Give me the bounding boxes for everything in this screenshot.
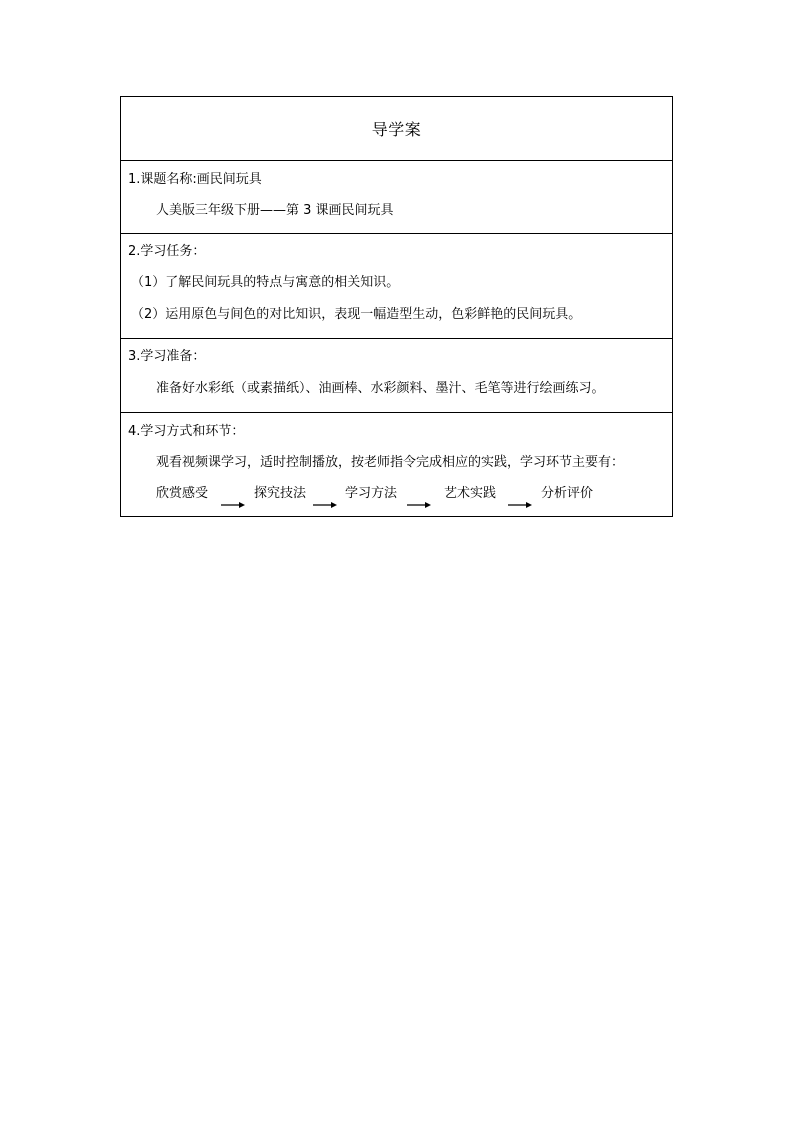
flow-step: 欣赏感受 — [156, 486, 209, 501]
course-line: 人美版三年级下册——第 3 课画民间玩具 — [156, 203, 394, 218]
section-learning-method — [121, 412, 672, 516]
section-course-name — [121, 160, 672, 233]
flow-step: 探究技法 — [254, 486, 307, 501]
method-line: 观看视频课学习，适时控制播放，按老师指令完成相应的实践，学习环节主要有： — [156, 455, 625, 470]
section-heading: 1.课题名称:画民间玩具 — [128, 172, 262, 187]
arrow-right-icon — [508, 501, 532, 509]
section-heading: 2.学习任务： — [128, 244, 206, 259]
guide-table — [120, 96, 673, 517]
title-row — [121, 97, 672, 160]
section-learning-tasks — [121, 233, 672, 338]
section-heading: 3.学习准备： — [128, 349, 206, 364]
prep-line: 准备好水彩纸（或素描纸）、油画棒、水彩颜料、墨汁、毛笔等进行绘画练习。 — [156, 381, 605, 396]
section-heading: 4.学习方式和环节： — [128, 424, 245, 439]
flow-step: 学习方法 — [345, 486, 398, 501]
page-title: 导学案 — [371, 120, 422, 139]
task-item: （2）运用原色与间色的对比知识，表现一幅造型生动，色彩鲜艳的民间玩具。 — [131, 307, 582, 322]
section-learning-prep — [121, 338, 672, 412]
arrow-right-icon — [221, 501, 245, 509]
flow-step: 分析评价 — [541, 486, 594, 501]
flow-step: 艺术实践 — [444, 486, 497, 501]
task-item: （1）了解民间玩具的特点与寓意的相关知识。 — [131, 275, 400, 290]
arrow-right-icon — [313, 501, 337, 509]
arrow-right-icon — [407, 501, 431, 509]
